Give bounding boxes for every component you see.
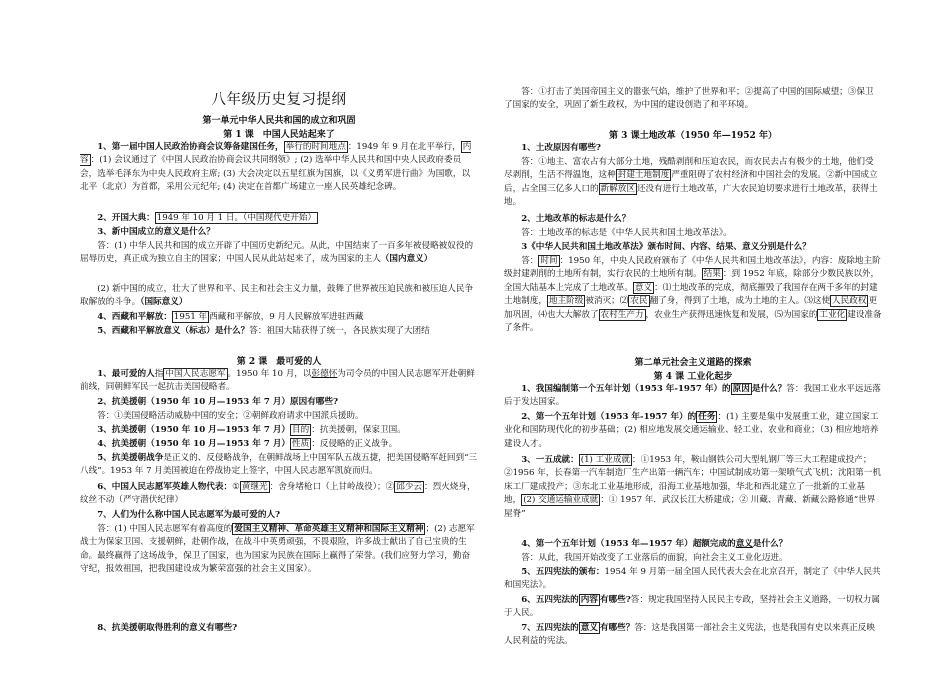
- l3-q2-answer: 答：土地改革的标志是《中华人民共和国土地改革法》。: [521, 228, 732, 238]
- l1-q5: 5、西藏和平解放意义（标志）是什么？答：祖国大陆获得了统一，各民族实现了大团结: [97, 326, 430, 336]
- boxed-term: 邱少云: [396, 482, 422, 492]
- unit1-heading: 第一单元中华人民共和国的成立和巩固: [202, 116, 356, 126]
- l1-q3: 3、新中国成立的意义是什么？: [97, 227, 215, 237]
- l4-q5: 5、五四宪法的颁布：1954 年 9 月第一届全国人民代表大会在北京召开，制定了《中华人民共和国宪法》。: [504, 567, 881, 591]
- l2-q3: 3、抗美援朝（1950 年 10 月—1953 年 7 月） 目的 ：抗美援朝，保家卫国。: [97, 425, 406, 435]
- l4-q4-answer: 答：从此，我国开始改变了工业落后的面貌，向社会主义工业化迈进。: [521, 553, 788, 563]
- l4-q7: 7、五四宪法的 意义 有哪些？答：这是我国第一部社会主义宪法，也是我国有史以来真正反映人民利益的宪法。: [504, 623, 875, 647]
- l1-q4: 4、西藏和平解放： 1951 年 西藏和平解放，9 月人民解放军进驻西藏: [97, 312, 364, 322]
- boxed-term: 农民: [630, 296, 648, 307]
- unit2-heading: 第二单元社会主义道路的探索: [634, 358, 752, 368]
- l4-q4: 4、第一个五年计划（1953 年—1957 年）超额完成的意义是什么？: [521, 539, 788, 549]
- l2-q4: 4、抗美援朝（1950 年 10 月—1953 年 7 月） 性质 ：反侵略的正义战争。: [97, 439, 398, 449]
- l2-q7: 7、人们为什么称中国人民志愿军为最可爱的人?: [97, 510, 281, 520]
- boxed-term: 目的: [292, 425, 310, 435]
- boxed-term: 意义: [634, 282, 653, 293]
- boxed-term: (2) 交通运输业成就: [523, 495, 599, 506]
- boxed-term: 举行的时间地点: [285, 142, 346, 152]
- boxed-term: 内容: [580, 595, 598, 605]
- lesson1-heading: 第 1 课 中国人民站起来了: [223, 130, 335, 140]
- l2-q7-answer: 答：(1) 中国人民志愿军有着高度的 爱国主义精神、革命英雄主义精神和国际主义精神 ；(2) 志愿军战士为保家卫国、支援朝鲜，赴朝作战，在战斗中英勇顽强，不畏艰险，许多战士献出了自己宝贵的生命。最终赢得了这场战争，保卫了国家，也为国家为民族在国际上赢得了荣誉。(我们应努力学习，勤奋守纪，报效祖国，把我国建设成为繁荣富强的社会主义国家）。: [80, 524, 475, 575]
- l2-q2-answer: 答：①美国侵略活动威胁中国的安全；②朝鲜政府请求中国派兵援助。: [97, 411, 364, 421]
- l4-q2: 2、第一个五年计划（1953 年-1957 年）的 任务 ：(1) 主要是集中发展重工业，建立国家工业化和国防现代化的初步基础；(2) 相应地发展交通运输业、轻工业、农业和商业；（3) 相应地培养建设人才。: [504, 412, 879, 449]
- l3-q3-answer: 答： 时间 ：1950 年，中央人民政府颁布了《中华人民共和国土地改革法》，内容：废除地主阶级封建剥削的土地所有制，实行农民的土地所有制。 结果 ：到 1952 年底，除部分少数民族以外，全国大陆基本上完成了土地改革。 意义 ：⑴土地改革的完成，彻底摧毁了我国存在两千多年的封建土地制度， 地主阶级 被消灭；⑵ 农民 翻了身，得到了土地，成为土地的主人。⑶这使 人民政权 更加巩固，⑷也大大解放了 农村生产力 ，农业生产获得迅速恢复和发展，⑸为国家的 工业化 建设准备了条件。: [504, 256, 882, 334]
- l2-q5: 5、抗美援朝战争是正义的、反侵略战争，在朝鲜战场上中国军队五战五捷，把美国侵略军赶回到“三八线”。1953 年 7 月美国被迫在停战协定上签字，中国人民志愿军凯旋而归。: [80, 453, 478, 477]
- l1-q3-answer2: (2) 新中国的成立，壮大了世界和平、民主和社会主义力量，鼓舞了世界被压迫民族和被压迫人民争取解放的斗争。（国际意义）: [80, 284, 474, 308]
- l4-q1: 1、我国编制第一个五年计划（1953 年-1957 年）的 原因 是什么？答：我国工业水平远远落后于发达国家。: [504, 384, 881, 408]
- l1-q2: 2、开国大典： 1949 年 10 月 1 日。（中国现代史开始）: [97, 213, 317, 223]
- l2-q6: 6、中国人民志愿军英雄人物代表：① 黄继光 ：舍身堵枪口（上甘岭战役）；② 邱少云 ：烈火烧身，纹丝不动（严守潜伏纪律）: [80, 482, 476, 506]
- boxed-term: 内容: [80, 142, 472, 166]
- document-title: 八年级历史复习提纲: [211, 92, 347, 108]
- boxed-term: 意义: [580, 623, 598, 633]
- l2-q8: 8、抗美援朝取得胜利的意义有哪些?: [97, 623, 238, 633]
- r-cont-answer: 答：①打击了美国帝国主义的嚣张气焰，维护了世界和平；②提高了中国的国际威望；③保卫了国家的安全，巩固了新生政权，为中国的建设创造了和平环境。: [504, 87, 874, 111]
- boxed-term: 黄继光: [241, 482, 268, 492]
- l1-q1: 1、第一届中国人民政治协商会议筹备建国任务， 举行的时间地点 ：1949 年 9 月在北平举行， 内容 ：(1) 会议通过了《中国人民政治协商会议共同纲领》; (2) 选举中华人民共和国中央人民政府委员会，选举毛泽东为中央人民政府主席; (3) 大会决定以五星红旗为国旗，以《义勇军进行曲》为国歌，以北平（北京）为首都，采用公元纪年; (4) 决定在首都广场建立一座人民英雄纪念碑。: [80, 142, 472, 193]
- boxed-term: 原因: [732, 384, 750, 394]
- lesson3-heading: 第 3 课土地改革（1950 年—1952 年）: [609, 131, 777, 141]
- lesson4-heading: 第 4 课 工业化起步: [653, 372, 733, 382]
- l4-q3: 3、一五成就： (1) 工业成就 ：①1953 年，鞍山钢铁公司大型轧钢厂等三大工程建成投产；②1956 年，长春第一汽车制造厂生产出第一辆汽车；中国试制成功第一架喷气式飞机；沈阳第一机床工厂建成投产；③东北工业基地形成，沿海工业基地加强，华北和西北建立了一批新的工业基地， (2) 交通运输业成就 ：① 1957 年．武汉长江大桥建成；② 川藏、青藏、新藏公路修通“世界屋脊”: [504, 455, 881, 519]
- boxed-term: 人民政权: [832, 296, 867, 307]
- l2-q2: 2、抗美援朝（1950 年 10 月—1953 年 7 月）原因有哪些?: [97, 397, 339, 407]
- lesson2-heading: 第 2 课 最可爱的人: [236, 357, 322, 367]
- l3-q2: 2、土地改革的标志是什么？: [521, 214, 631, 224]
- boxed-term: 中国人民志愿军: [165, 369, 226, 379]
- underlined-term: 意义: [735, 539, 753, 549]
- boxed-term: 新解放区: [600, 183, 635, 194]
- l3-q1-answer: 答：①地主、富农占有大部分土地，残酷剥削和压迫农民，而农民去占有极少的土地，他们受尽剥削，生活不得温饱，这种 封建土地制度 严重阻碍了农村经济和中国社会的发展。②新中国成立后，占全国三亿多人口的 新解放区 还没有进行土地改革，广大农民迫切要求进行土地改革，获得土地。: [504, 157, 878, 208]
- boxed-term: 封建土地制度: [617, 170, 670, 181]
- boxed-term: 爱国主义精神、革命英雄主义精神和国际主义精神: [234, 524, 424, 534]
- l2-q1: 1、最可爱的人指 中国人民志愿军 。1950 年 10 月，以彭德怀为司令员的中国人民志愿军开赴朝鲜前线，同朝鲜军民一起抗击美国侵略者。: [80, 369, 475, 393]
- boxed-term: 性质: [292, 439, 310, 449]
- boxed-term: 1951 年: [173, 312, 208, 322]
- l4-q6: 6、五四宪法的 内容 有哪些?答：规定我国坚持人民民主专政，坚持社会主义道路，一切权力属于人民。: [504, 595, 880, 619]
- l3-q3: 3《中华人民共和国土地改革法》颁布时间、内容、结果、意义分别是什么？: [521, 242, 811, 252]
- l1-q3-answer1: 答：(1) 中华人民共和国的成立开辟了中国历史新纪元。从此，中国结束了一百多年被侵略被奴役的屈辱历史，真正成为独立自主的国家；中国人民从此站起来了，成为国家的主人（国内意义）: [80, 241, 474, 265]
- boxed-term: 任务: [698, 412, 716, 422]
- boxed-term: 1949 年 10 月 1 日。（中国现代史开始）: [156, 213, 317, 223]
- boxed-term: 农村生产力: [600, 309, 644, 320]
- boxed-term: 地主阶级: [548, 296, 584, 307]
- underlined-term: 彭德怀: [311, 369, 338, 379]
- boxed-term: 结果: [703, 269, 721, 280]
- l3-q1: 1、土改原因有哪些?: [521, 143, 601, 153]
- boxed-term: 时间: [540, 256, 558, 266]
- boxed-term: (1) 工业成就: [580, 455, 631, 465]
- boxed-term: 工业化: [819, 309, 846, 320]
